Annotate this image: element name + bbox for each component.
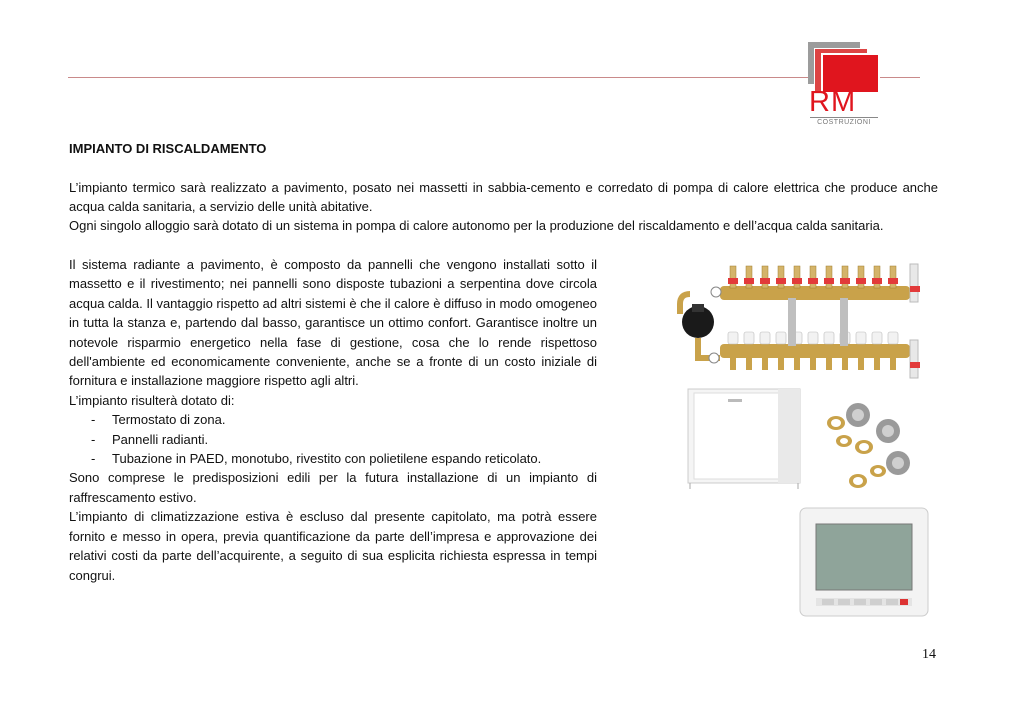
intro-paragraph-2: Ogni singolo alloggio sarà dotato di un sistema in pompa di calore autonomo per la produzione del riscaldamento e dell’acqua calda sanitaria. — [69, 218, 884, 233]
thermostat-image — [798, 506, 930, 618]
air-conditioning-paragraph: L’impianto di climatizzazione estiva è escluso dal presente capitolato, ma potrà essere fornito e messo in opera, previa quantificazione da parte dell’impresa e approvazione dei relativi costi da parte dell’acquirente, a seguito di sua esplicita richiesta espressa in tempi congrui. — [69, 509, 597, 583]
cabinet-image — [684, 383, 804, 493]
section-title: IMPIANTO DI RISCALDAMENTO — [69, 141, 267, 156]
manifold-image — [670, 258, 932, 383]
header-rule — [68, 77, 920, 78]
cooling-paragraph: Sono comprese le predisposizioni edili per la futura installazione di un impianto di raffrescamento estivo. — [69, 470, 597, 505]
fittings-image — [806, 395, 924, 495]
body-column — [69, 255, 597, 585]
list-item: - Termostato di zona. — [91, 412, 226, 428]
logo-letters: RM — [809, 86, 857, 118]
equipped-intro: L’impianto risulterà dotato di: — [69, 392, 235, 408]
page-number: 14 — [922, 647, 936, 662]
list-item: - Pannelli radianti. — [91, 431, 209, 447]
list-item: - Tubazione in PAED, monotubo, rivestito con polietilene espando reticolato. — [91, 451, 542, 467]
logo-subtitle: COSTRUZIONI — [810, 117, 878, 126]
equipment-list — [69, 410, 597, 468]
company-logo — [806, 40, 882, 130]
intro-paragraph-1: L’impianto termico sarà realizzato a pavimento, posato nei massetti in sabbia-cemento e corredato di pompa di calore elettrica che produce anche acqua calda sanitaria, a servizio delle unità abitative. — [69, 180, 938, 214]
radiant-paragraph: Il sistema radiante a pavimento, è composto da pannelli che vengono installati sotto il massetto e il rivestimento; nei pannelli sono disposte tubazioni a serpentina dove circola acqua calda. Il vantaggio rispetto ad altri sistemi è che il calore è diffuso in modo omogeneo in tutta la stanza e, partendo dal basso, garantisce un ottimo confort. Garantisce inoltre un notevole risparmio energetico nella fase di gestione, cosa che lo rende rispettoso dell'ambiente ed economicamente conveniente, anche se a fronte di un costo iniziale di fornitura e installazione maggiore rispetto agli altri. — [69, 257, 598, 389]
